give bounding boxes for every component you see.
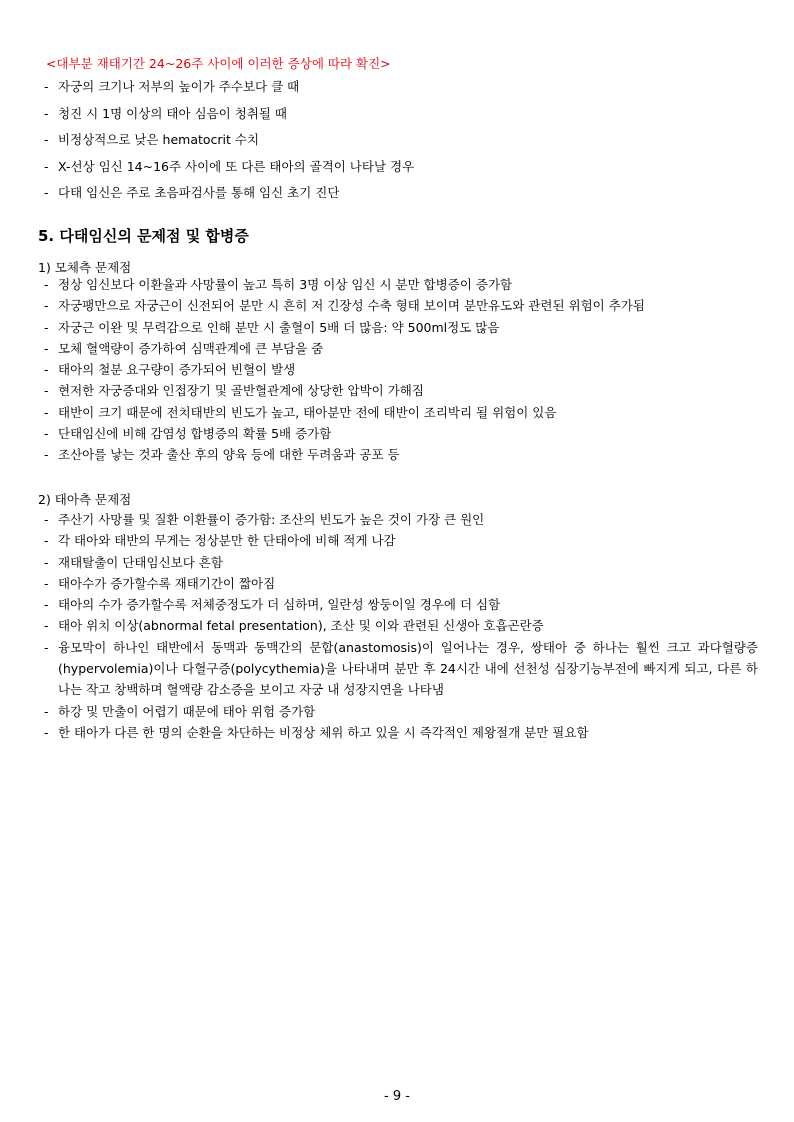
list-item: - 다태 임신은 주로 초음파검사를 통해 임신 초기 진단 <box>40 180 414 207</box>
list-item: - 비정상적으로 낮은 hematocrit 수치 <box>40 127 414 154</box>
page-number: - 9 - <box>384 1089 410 1104</box>
list-item: - 하강 및 만출이 어렵기 때문에 태아 위험 증가함 <box>40 701 758 722</box>
list-item: - 태아의 철분 요구량이 증가되어 빈혈이 발생 <box>40 359 645 380</box>
list-item: - 한 태아가 다른 한 명의 순환을 차단하는 비정상 체위 하고 있을 시 즉각적인 제왕절개 분만 필요함 <box>40 722 758 743</box>
list-item: - 청진 시 1명 이상의 태아 심음이 청취될 때 <box>40 101 414 128</box>
list-item: - 태아의 수가 증가할수록 저체중정도가 더 심하며, 일란성 쌍둥이일 경우에 더 심함 <box>40 594 758 615</box>
list-item: - 태아 위치 이상(abnormal fetal presentation), 조산 및 이와 관련된 신생아 호흡곤란증 <box>40 615 758 636</box>
list-item: - 조산아를 낳는 것과 출산 후의 양육 등에 대한 두려움과 공포 등 <box>40 444 645 465</box>
fetal-list <box>40 509 758 743</box>
intro-list <box>40 74 414 207</box>
list-item: - 재태탈출이 단태임신보다 흔함 <box>40 552 758 573</box>
fetal-subtitle: 2) 태아측 문제점 <box>38 492 132 507</box>
list-item: - 융모막이 하나인 태반에서 동맥과 동맥간의 문합(anastomosis)이 일어나는 경우, 쌍태아 중 하나는 훨씬 크고 과다혈량증(hypervolemia)이나 다혈구증(polycythemia)을 나타내며 분만 후 24시간 내에 선천성 심장기능부전에 빠지게 되고, 다른 하나는 작고 창백하며 혈액량 감소증을 보이고 자궁 내 성장지연을 나타냄 <box>40 637 758 701</box>
list-item: - 자궁근 이완 및 무력감으로 인해 분만 시 출혈이 5배 더 많음: 약 500ml정도 많음 <box>40 317 645 338</box>
list-item: - 정상 임신보다 이환율과 사망률이 높고 특히 3명 이상 임신 시 분만 합병증이 증가함 <box>40 274 645 295</box>
list-item: - 주산기 사망률 및 질환 이환률이 증가함: 조산의 빈도가 높은 것이 가장 큰 원인 <box>40 509 758 530</box>
maternal-list <box>40 274 645 466</box>
list-item: - X-선상 임신 14~16주 사이에 또 다른 태아의 골격이 나타날 경우 <box>40 154 414 181</box>
list-item: - 현저한 자궁증대와 인접장기 및 골반혈관계에 상당한 압박이 가해짐 <box>40 380 645 401</box>
maternal-subtitle: 1) 모체측 문제점 <box>38 260 132 275</box>
section-title: 5. 다태임신의 문제점 및 합병증 <box>38 227 249 245</box>
diagnosis-note: <대부분 재태기간 24~26주 사이에 이러한 증상에 따라 확진> <box>46 56 391 71</box>
list-item: - 태반이 크기 때문에 전치태반의 빈도가 높고, 태아분만 전에 태반이 조리박리 될 위험이 있음 <box>40 402 645 423</box>
list-item: - 태아수가 증가할수록 재태기간이 짧아짐 <box>40 573 758 594</box>
list-item: - 자궁의 크기나 저부의 높이가 주수보다 클 때 <box>40 74 414 101</box>
list-item: - 모체 혈액량이 증가하여 심맥관계에 큰 부담을 줌 <box>40 338 645 359</box>
list-item: - 자궁팽만으로 자궁근이 신전되어 분만 시 흔히 저 긴장성 수축 형태 보이며 분만유도와 관련된 위험이 추가됨 <box>40 295 645 316</box>
list-item: - 단태임신에 비해 감염성 합병증의 확률 5배 증가함 <box>40 423 645 444</box>
list-item: - 각 태아와 태반의 무게는 정상분만 한 단태아에 비해 적게 나감 <box>40 530 758 551</box>
